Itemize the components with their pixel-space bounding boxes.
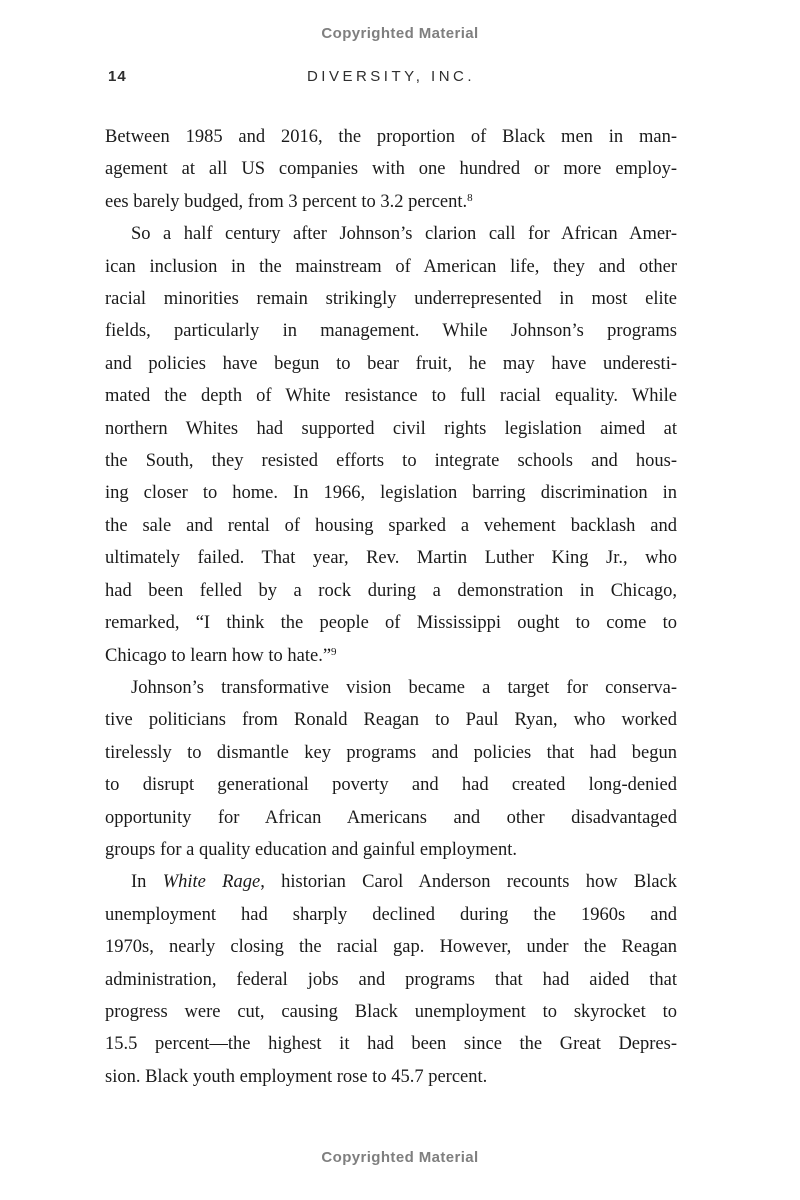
text-line: had been felled by a rock during a demonstration in Chicago,: [105, 580, 677, 601]
paragraph: [105, 218, 677, 672]
paragraph: [105, 866, 677, 1093]
text-line: In White Rage, historian Carol Anderson recounts how Black: [131, 872, 678, 893]
text-line: So a half century after Johnson’s clarion call for African Amer-: [131, 224, 677, 245]
copyright-notice-bottom: Copyrighted Material: [321, 1149, 479, 1166]
copyright-notice-top: Copyrighted Material: [321, 25, 479, 42]
text-line: fields, particularly in management. While Johnson’s programs: [105, 321, 677, 342]
text-line: progress were cut, causing Black unemployment to skyrocket to: [105, 1001, 677, 1022]
text-line: to disrupt generational poverty and had created long-denied: [105, 775, 677, 796]
running-title: DIVERSITY, INC.: [306, 68, 476, 85]
text-line: 15.5 percent—the highest it had been since the Great Depres-: [105, 1034, 677, 1055]
text-line: tirelessly to dismantle key programs and policies that had begun: [105, 742, 677, 763]
text-line: groups for a quality education and gainful employment.: [105, 839, 518, 860]
text-line: Johnson’s transformative vision became a target for conserva-: [131, 677, 677, 698]
page-header: [105, 68, 677, 85]
text-line: Chicago to learn how to hate.”$^9$: [105, 645, 337, 666]
text-line: sion. Black youth employment rose to 45.7 percent.: [105, 1066, 488, 1087]
text-line: administration, federal jobs and programs that had aided that: [105, 969, 677, 990]
page-body: [105, 121, 677, 1093]
text-line: agement at all US companies with one hundred or more employ-: [105, 159, 677, 180]
text-line: 1970s, nearly closing the racial gap. However, under the Reagan: [105, 937, 677, 958]
text-line: the sale and rental of housing sparked a vehement backlash and: [105, 515, 677, 536]
page-number: 14: [108, 68, 127, 85]
text-line: opportunity for African Americans and other disadvantaged: [105, 807, 677, 828]
text-line: tive politicians from Ronald Reagan to Paul Ryan, who worked: [105, 710, 677, 731]
text-line: and policies have begun to bear fruit, he may have underesti-: [105, 353, 677, 374]
text-line: mated the depth of White resistance to full racial equality. While: [105, 386, 677, 407]
text-line: remarked, “I think the people of Mississippi ought to come to: [105, 613, 677, 634]
text-line: racial minorities remain strikingly underrepresented in most elite: [105, 289, 677, 310]
text-line: ing closer to home. In 1966, legislation barring discrimination in: [105, 483, 677, 504]
text-line: unemployment had sharply declined during the 1960s and: [105, 904, 677, 925]
text-line: Between 1985 and 2016, the proportion of Black men in man-: [105, 127, 677, 147]
text-line: ultimately failed. That year, Rev. Martin Luther King Jr., who: [105, 548, 677, 569]
paragraph: [105, 672, 677, 866]
text-line: the South, they resisted efforts to integrate schools and hous-: [105, 451, 677, 472]
text-line: northern Whites had supported civil rights legislation aimed at: [105, 418, 677, 439]
text-line: ican inclusion in the mainstream of American life, they and other: [105, 256, 677, 277]
text-line: ees barely budged, from 3 percent to 3.2 percent.$^8$: [105, 191, 473, 212]
paragraph: [105, 121, 677, 218]
